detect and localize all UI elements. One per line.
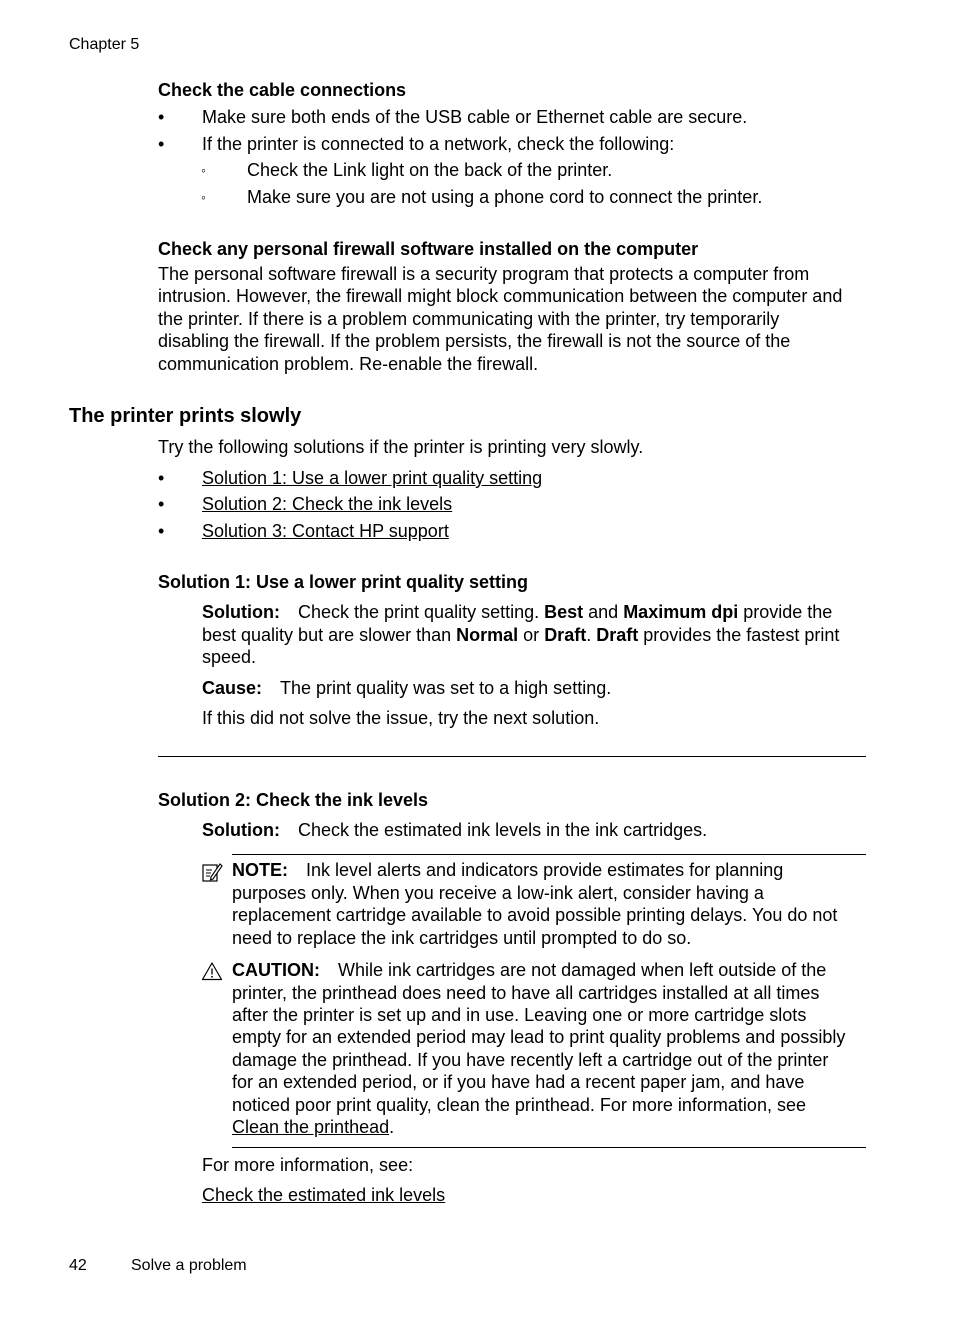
firewall-heading: Check any personal firewall software installed on the computer <box>158 239 699 259</box>
cause-label: Cause: <box>202 678 263 698</box>
solution2-heading: Solution 2: Check the ink levels <box>158 790 429 810</box>
cable-heading: Check the cable connections <box>158 80 407 100</box>
solution-label: Solution: <box>202 820 280 840</box>
caution-last-line <box>232 1116 394 1139</box>
firewall-line: intrusion. However, the firewall might block communication between the computer and <box>158 286 843 306</box>
page-number: 42 <box>69 1257 87 1274</box>
bullet-marker: • <box>158 494 165 514</box>
text-run: and <box>583 602 624 622</box>
bullet-marker: • <box>158 107 165 127</box>
note-bottom-rule <box>232 1147 866 1148</box>
caution-line: printer, the printhead does need to have all cartridges installed at all times <box>232 983 820 1003</box>
note-pencil-icon <box>201 861 223 883</box>
check-ink-levels-link[interactable]: Check the estimated ink levels <box>202 1185 446 1205</box>
slow-heading: The printer prints slowly <box>69 405 302 427</box>
cable-bullet-2: If the printer is connected to a network, check the following: <box>202 134 675 154</box>
note-text: Ink level alerts and indicators provide estimates for planning <box>306 860 784 880</box>
cable-sub-bullet-1: Check the Link light on the back of the printer. <box>247 160 613 180</box>
bullet-marker: • <box>158 468 165 488</box>
solution-label: Solution: <box>202 602 280 622</box>
solution1-line3: speed. <box>202 647 257 667</box>
firewall-line: disabling the firewall. If the problem persists, the firewall is not the source of the <box>158 331 791 351</box>
solution1-heading: Solution 1: Use a lower print quality setting <box>158 572 529 592</box>
footer-section-title: Solve a problem <box>131 1257 247 1274</box>
caution-line: damage the printhead. If you have recently left a cartridge out of the printer <box>232 1050 829 1070</box>
text-run: . <box>586 625 597 645</box>
bold-term: Best <box>544 602 584 622</box>
clean-printhead-link[interactable]: Clean the printhead <box>232 1117 390 1137</box>
text-run: . <box>389 1117 395 1137</box>
slow-intro: Try the following solutions if the printer is printing very slowly. <box>158 437 644 457</box>
caution-line: empty for an extended period may lead to print quality problems and possibly <box>232 1027 846 1047</box>
caution-text: While ink cartridges are not damaged when left outside of the <box>338 960 827 980</box>
note-line: purposes only. When you receive a low-ink alert, consider having a <box>232 883 764 903</box>
text-run: provides the fastest print <box>638 625 840 645</box>
caution-line: noticed poor print quality, clean the printhead. For more information, see <box>232 1095 806 1115</box>
firewall-line: The personal software firewall is a security program that protects a computer from <box>158 264 810 284</box>
caution-line: for an extended period, or if you have had a recent paper jam, and have <box>232 1072 805 1092</box>
cause-line <box>202 677 611 700</box>
firewall-line: communication problem. Re-enable the firewall. <box>158 354 539 374</box>
cable-bullet-1: Make sure both ends of the USB cable or Ethernet cable are secure. <box>202 107 748 127</box>
next-solution-text: If this did not solve the issue, try the next solution. <box>202 708 600 728</box>
bullet-marker: • <box>158 521 165 541</box>
cause-text: The print quality was set to a high setting. <box>280 678 612 698</box>
sub-bullet-marker: ◦ <box>201 189 206 205</box>
solution1-line1 <box>202 601 832 624</box>
bullet-marker: • <box>158 134 165 154</box>
more-info-text: For more information, see: <box>202 1155 414 1175</box>
bold-term: Draft <box>596 625 639 645</box>
text-run: or <box>518 625 545 645</box>
caution-label: CAUTION: <box>232 960 320 980</box>
caution-triangle-icon <box>201 961 223 981</box>
note-top-rule <box>232 854 866 855</box>
firewall-line: the printer. If there is a problem communicating with the printer, try temporarily <box>158 309 780 329</box>
caution-first-line <box>232 959 826 982</box>
chapter-header: Chapter 5 <box>69 36 140 53</box>
note-label: NOTE: <box>232 860 288 880</box>
solution1-link[interactable]: Solution 1: Use a lower print quality setting <box>202 468 543 488</box>
note-line: need to replace the ink cartridges until prompted to do so. <box>232 928 692 948</box>
sub-bullet-marker: ◦ <box>201 162 206 178</box>
bold-term: Normal <box>456 625 519 645</box>
solution1-line2 <box>202 624 839 647</box>
solution2-link[interactable]: Solution 2: Check the ink levels <box>202 494 453 514</box>
solution2-line <box>202 819 707 842</box>
text-run: provide the <box>738 602 833 622</box>
caution-line: after the printer is set up and in use. Leaving one or more cartridge slots <box>232 1005 807 1025</box>
text-run: best quality but are slower than <box>202 625 457 645</box>
bold-term: Maximum dpi <box>623 602 739 622</box>
text-run: Check the print quality setting. <box>297 602 545 622</box>
solution3-link[interactable]: Solution 3: Contact HP support <box>202 521 449 541</box>
solution-text: Check the estimated ink levels in the ink cartridges. <box>297 820 708 840</box>
note-line: replacement cartridge available to avoid possible printing delays. You do not <box>232 905 838 925</box>
note-first-line <box>232 859 783 882</box>
cable-sub-bullet-2: Make sure you are not using a phone cord to connect the printer. <box>247 187 763 207</box>
section-divider <box>158 756 866 757</box>
bold-term: Draft <box>544 625 587 645</box>
